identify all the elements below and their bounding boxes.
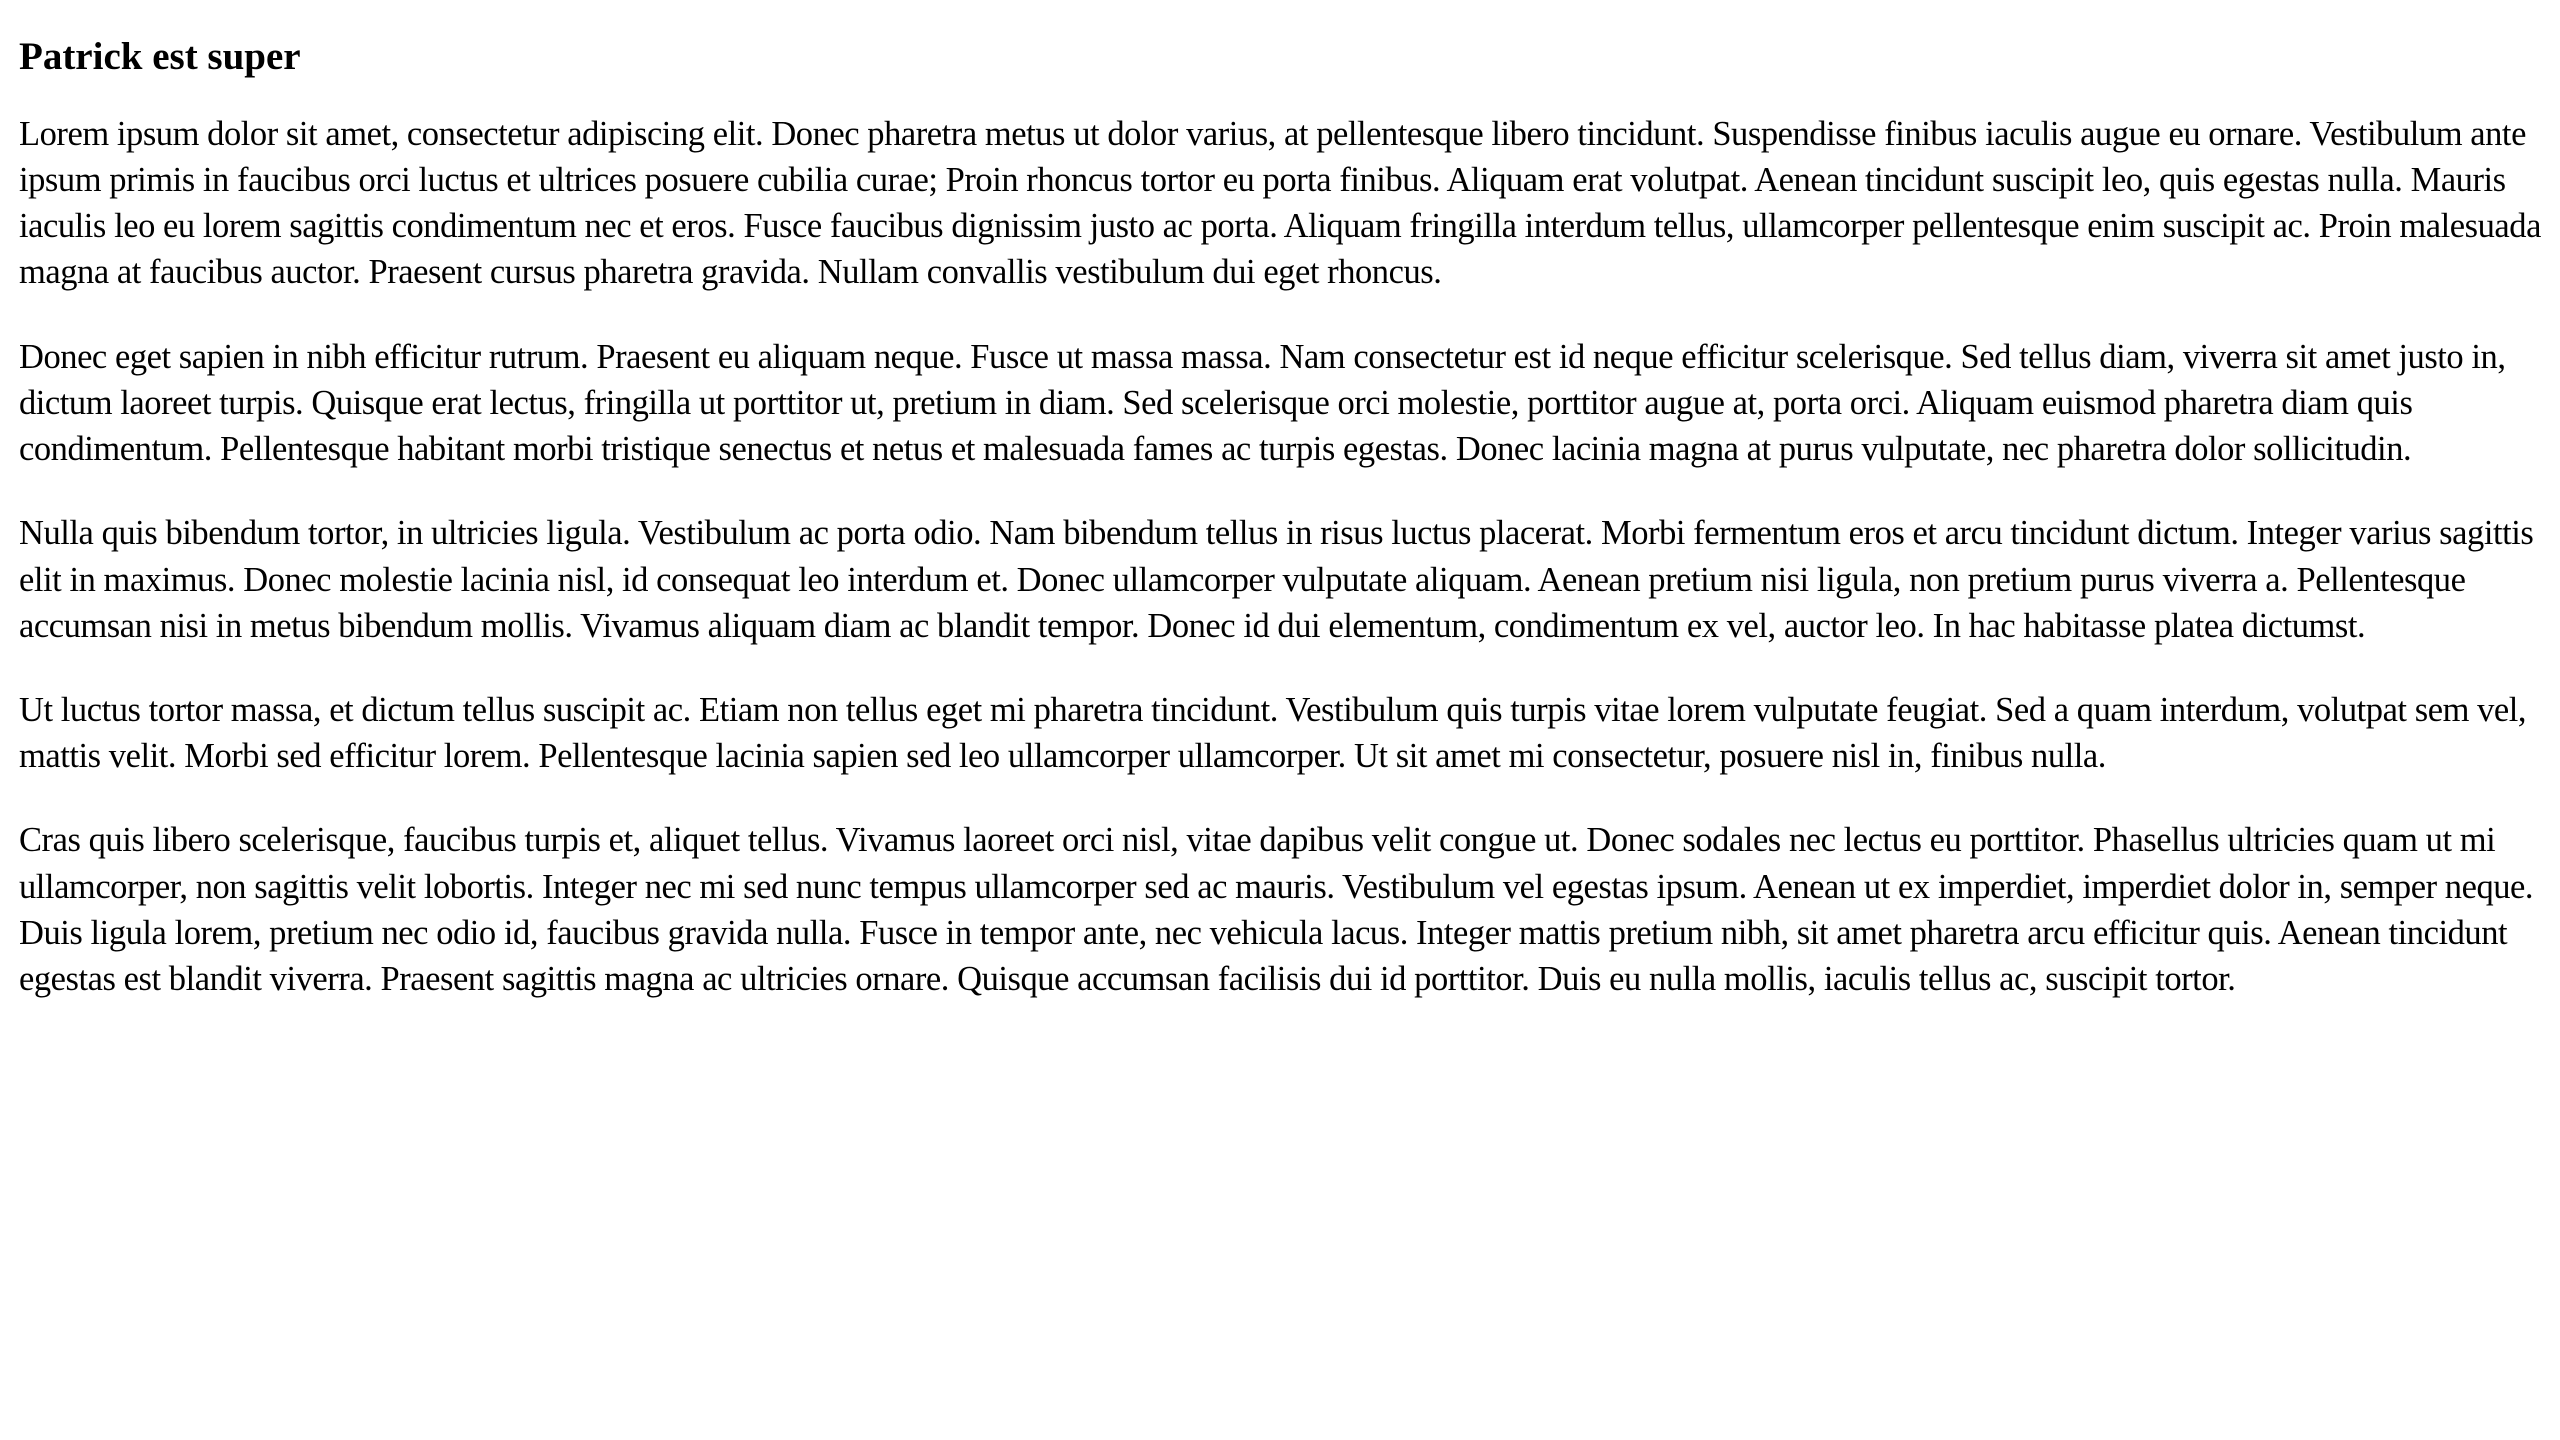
paragraph-2: Donec eget sapien in nibh efficitur rutrum. Praesent eu aliquam neque. Fusce ut massa massa. Nam consectetur est id neque efficitur scelerisque. Sed tellus diam, viverra sit amet justo in, dictum laoreet turpis. Quisque erat lectus, fringilla ut porttitor ut, pretium in diam. Sed scelerisque orci molestie, porttitor augue at, porta orci. Aliquam euismod pharetra diam quis condimentum. Pellentesque habitant morbi tristique senectus et netus et malesuada fames ac turpis egestas. Donec lacinia magna at purus vulputate, nec pharetra dolor sollicitudin. xyxy=(19,337,2506,469)
paragraph-1: Lorem ipsum dolor sit amet, consectetur adipiscing elit. Donec pharetra metus ut dolor varius, at pellentesque libero tincidunt. Suspendisse finibus iaculis augue eu ornare. Vestibulum ante ipsum primis in faucibus orci luctus et ultrices posuere cubilia curae; Proin rhoncus tortor eu porta finibus. Aliquam erat volutpat. Aenean tincidunt suscipit leo, quis egestas nulla. Mauris iaculis leo eu lorem sagittis condimentum nec et eros. Fusce faucibus dignissim justo ac porta. Aliquam fringilla interdum tellus, ullamcorper pellentesque enim suscipit ac. Proin malesuada magna at faucibus auctor. Praesent cursus pharetra gravida. Nullam convallis vestibulum dui eget rhoncus. xyxy=(19,114,2541,292)
paragraph-4: Ut luctus tortor massa, et dictum tellus suscipit ac. Etiam non tellus eget mi pharetra tincidunt. Vestibulum quis turpis vitae lorem vulputate feugiat. Sed a quam interdum, volutpat sem vel, mattis velit. Morbi sed efficitur lorem. Pellentesque lacinia sapien sed leo ullamcorper ullamcorper. Ut sit amet mi consectetur, posuere nisl in, finibus nulla. xyxy=(19,690,2527,776)
page-content xyxy=(19,34,2541,1040)
paragraph-5: Cras quis libero scelerisque, faucibus turpis et, aliquet tellus. Vivamus laoreet orci nisl, vitae dapibus velit congue ut. Donec sodales nec lectus eu porttitor. Phasellus ultricies quam ut mi ullamcorper, non sagittis velit lobortis. Integer nec mi sed nunc tempus ullamcorper sed ac mauris. Vestibulum vel egestas ipsum. Aenean ut ex imperdiet, imperdiet dolor in, semper neque. Duis ligula lorem, pretium nec odio id, faucibus gravida nulla. Fusce in tempor ante, nec vehicula lacus. Integer mattis pretium nibh, sit amet pharetra arcu efficitur quis. Aenean tincidunt egestas est blandit viverra. Praesent sagittis magna ac ultricies ornare. Quisque accumsan facilisis dui id porttitor. Duis eu nulla mollis, iaculis tellus ac, suscipit tortor. xyxy=(19,821,2534,999)
page-title: Patrick est super xyxy=(19,35,301,78)
paragraph-3: Nulla quis bibendum tortor, in ultricies ligula. Vestibulum ac porta odio. Nam bibendum tellus in risus luctus placerat. Morbi fermentum eros et arcu tincidunt dictum. Integer varius sagittis elit in maximus. Donec molestie lacinia nisl, id consequat leo interdum et. Donec ullamcorper vulputate aliquam. Aenean pretium nisi ligula, non pretium purus viverra a. Pellentesque accumsan nisi in metus bibendum mollis. Vivamus aliquam diam ac blandit tempor. Donec id dui elementum, condimentum ex vel, auctor leo. In hac habitasse platea dictumst. xyxy=(19,514,2534,645)
